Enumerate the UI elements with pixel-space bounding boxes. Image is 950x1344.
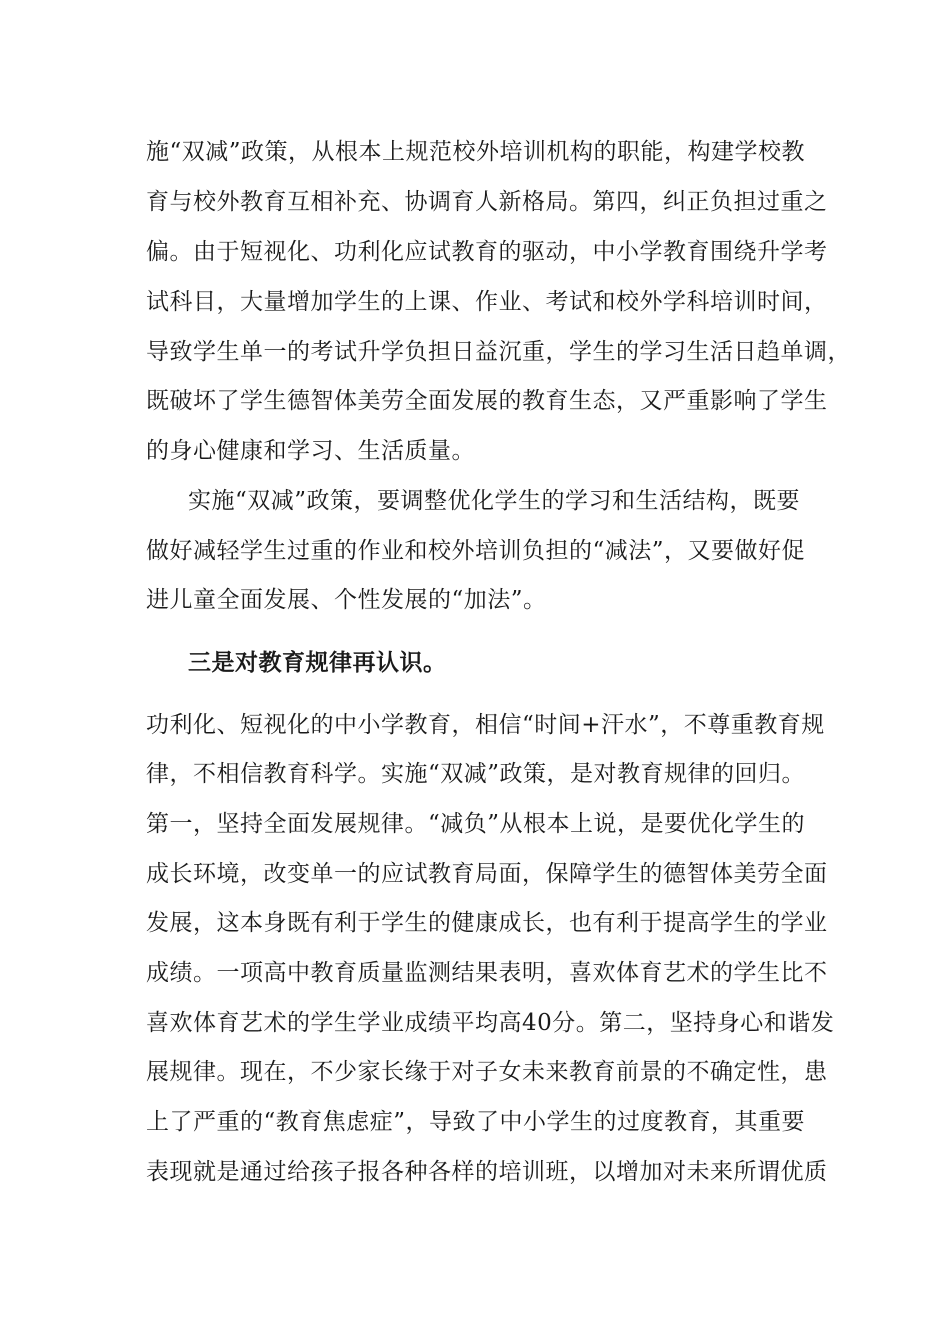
- text-line: 律，不相信教育科学。实施“双减”政策，是对教育规律的回归。: [146, 761, 806, 787]
- text-line: 发展，这本身既有利于学生的健康成长，也有利于提高学生的学业: [146, 910, 828, 936]
- text-line: 的身心健康和学习、生活质量。: [146, 438, 475, 464]
- text-line: 喜欢体育艺术的学生学业成绩平均高40分。第二，坚持身心和谐发: [146, 1010, 835, 1036]
- text-line: 成绩。一项高中教育质量监测结果表明，喜欢体育艺术的学生比不: [146, 960, 828, 986]
- text-line: 试科目，大量增加学生的上课、作业、考试和校外学科培训时间，: [146, 289, 828, 315]
- section-heading: 三是对教育规律再认识。: [188, 649, 447, 676]
- text-line: 表现就是通过给孩子报各种各样的培训班，以增加对未来所谓优质: [146, 1159, 828, 1185]
- text-line: 进儿童全面发展、个性发展的“加法”。: [146, 587, 547, 613]
- text-line: 施“双减”政策，从根本上规范校外培训机构的职能，构建学校教: [146, 139, 806, 165]
- text-line: 实施“双减”政策，要调整优化学生的学习和生活结构，既要: [188, 488, 801, 514]
- text-line: 功利化、短视化的中小学教育，相信“时间+汗水”，不尊重教育规: [146, 712, 825, 738]
- text-line: 成长环境，改变单一的应试教育局面，保障学生的德智体美劳全面: [146, 861, 828, 887]
- text-line: 导致学生单一的考试升学负担日益沉重，学生的学习生活日趋单调，: [146, 339, 851, 365]
- text-line: 育与校外教育互相补充、协调育人新格局。第四，纠正负担过重之: [146, 189, 828, 215]
- text-line: 展规律。现在，不少家长缘于对子女未来教育前景的不确定性，患: [146, 1059, 828, 1085]
- text-line: 做好减轻学生过重的作业和校外培训负担的“减法”，又要做好促: [146, 538, 806, 564]
- text-line: 既破坏了学生德智体美劳全面发展的教育生态，又严重影响了学生: [146, 388, 828, 414]
- text-line: 偏。由于短视化、功利化应试教育的驱动，中小学教育围绕升学考: [146, 239, 828, 265]
- text-line: 上了严重的“教育焦虑症”，导致了中小学生的过度教育，其重要: [146, 1109, 806, 1135]
- text-line: 第一，坚持全面发展规律。“减负”从根本上说，是要优化学生的: [146, 811, 806, 837]
